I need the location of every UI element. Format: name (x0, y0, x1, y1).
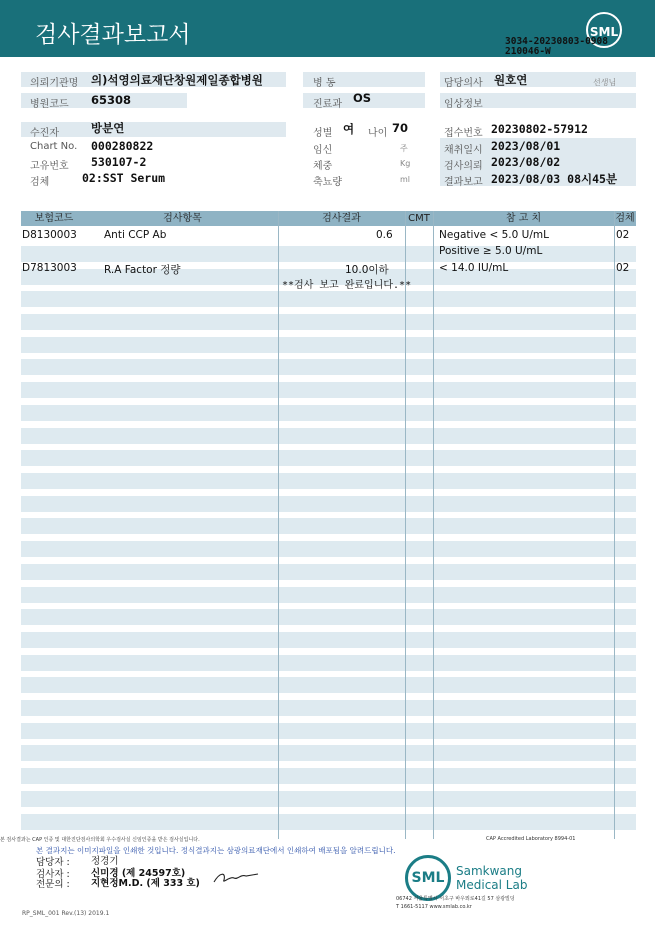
row-specimen: 02 (616, 229, 630, 241)
table-stripe (21, 745, 636, 761)
doctor-suffix: 선생님 (593, 78, 617, 87)
age-value: 70 (392, 121, 409, 135)
request-value: 2023/08/02 (491, 155, 561, 169)
certification-note: 본 검사결과는 CAP 인증 및 대한진단검사의학회 우수검사실 신임인증을 받은 검사실입니다. (0, 837, 200, 843)
specialist-name: 지현정M.D. (제 333 호) (91, 878, 200, 889)
specialist-label: 전문의 : (36, 879, 70, 890)
pregnancy-unit: 주 (400, 144, 408, 153)
table-stripe (21, 723, 636, 739)
request-label: 검사의뢰 (444, 161, 483, 172)
table-stripe (21, 768, 636, 784)
requester-value: 의)석영의료재단창원제일종합병원 (91, 73, 263, 87)
doctor-label: 담당의사 (444, 78, 483, 89)
col-header-code: 보험코드 (34, 213, 74, 224)
collect-value: 2023/08/01 (491, 139, 561, 153)
table-stripe (21, 518, 636, 534)
row-specimen: 02 (616, 262, 630, 274)
collect-label: 채취일시 (444, 145, 483, 156)
report-complete-note: **검사 보고 완료입니다.** (282, 280, 412, 291)
chart-value: 000280822 (91, 139, 154, 153)
table-stripe (21, 428, 636, 444)
row-item: R.A Factor 정량 (104, 264, 181, 276)
document-number: 3034-20230803-0908 210046-W (505, 36, 608, 57)
table-stripe (21, 450, 636, 466)
dept-label: 진료과 (313, 99, 342, 110)
tester-name: 신미경 (제 24597호) (91, 868, 186, 879)
report-title: 검사결과보고서 (35, 22, 191, 48)
sex-label: 성별 (313, 128, 333, 139)
table-stripe (21, 359, 636, 375)
row-result: 0.6 (376, 229, 393, 241)
urine-label: 축뇨량 (313, 177, 342, 188)
specimen-label: 검체 (30, 177, 50, 188)
id-label: 고유번호 (30, 161, 69, 172)
row-reference-2: Positive ≥ 5.0 U/mL (439, 245, 543, 257)
column-divider (433, 211, 434, 839)
doctor-value: 원호연 (494, 73, 528, 87)
id-value: 530107-2 (91, 155, 147, 169)
hospcode-label: 병원코드 (30, 99, 69, 110)
form-code: RP_SML_001 Rev.(13) 2019.1 (22, 910, 110, 917)
print-notice: 본 결과지는 이미지파일을 인쇄한 것입니다. 정식결과지는 삼광의료재단에서 인쇄하여 배포됨을 알려드립니다. (36, 846, 396, 855)
tester-label: 검사자 : (36, 869, 70, 880)
row-reference: Negative < 5.0 U/mL (439, 229, 549, 241)
name-value: 방분연 (91, 121, 125, 135)
hospcode-value: 65308 (91, 93, 132, 107)
receipt-value: 20230802-57912 (491, 122, 588, 136)
requester-label: 의뢰기관명 (30, 78, 79, 89)
weight-unit: Kg (400, 159, 411, 168)
row-reference: < 14.0 IU/mL (439, 262, 509, 274)
pregnancy-label: 임신 (313, 145, 333, 156)
table-stripe (21, 473, 636, 489)
col-header-specimen: 검체 (615, 213, 635, 224)
table-stripe (21, 382, 636, 398)
reporter-name: 정경기 (91, 856, 119, 867)
row-code: D8130003 (22, 229, 77, 241)
col-header-cmt: CMT (408, 213, 430, 224)
table-stripe (21, 291, 636, 307)
col-header-item: 검사항목 (163, 213, 202, 224)
sml-logo: SML (586, 12, 622, 48)
reporter-label: 담당자 : (36, 857, 70, 868)
specimen-value: 02:SST Serum (82, 171, 166, 185)
col-header-result: 검사결과 (322, 213, 361, 224)
lab-address: 06742 서울특별시 서초구 바우뫼로41길 57 삼광빌딩 (396, 896, 515, 902)
table-stripe (21, 677, 636, 693)
lab-name: Samkwang Medical Lab (456, 864, 528, 892)
row-result: 10.0이하 (345, 264, 389, 276)
report-value: 2023/08/03 08시45분 (491, 172, 618, 186)
table-stripe (21, 541, 636, 557)
table-stripe (21, 655, 636, 671)
sml-lab-logo: SML (405, 855, 451, 901)
weight-label: 체중 (313, 161, 333, 172)
table-stripe (21, 496, 636, 512)
lab-contact: T 1661-5117 www.smlab.co.kr (396, 904, 472, 910)
table-stripe (21, 587, 636, 603)
signature-image (212, 868, 260, 886)
chart-label: Chart No. (30, 141, 78, 152)
table-stripe (21, 814, 636, 830)
info-band (21, 122, 286, 137)
age-label: 나이 (368, 128, 388, 139)
table-stripe (21, 405, 636, 421)
table-stripe (21, 632, 636, 648)
row-code: D7813003 (22, 262, 77, 274)
dept-value: OS (353, 91, 372, 105)
row-item: Anti CCP Ab (104, 229, 167, 241)
name-label: 수진자 (30, 128, 59, 139)
sex-value: 여 (343, 122, 355, 136)
column-divider (405, 211, 406, 839)
table-stripe (21, 609, 636, 625)
column-divider (278, 211, 279, 839)
column-divider (614, 211, 615, 839)
table-stripe (21, 564, 636, 580)
report-label: 결과보고 (444, 177, 483, 188)
urine-unit: ml (400, 175, 411, 184)
table-stripe (21, 314, 636, 330)
table-stripe (21, 791, 636, 807)
table-stripe (21, 337, 636, 353)
cap-accreditation: CAP Accredited Laboratory 8994-01 (486, 836, 576, 842)
col-header-reference: 참 고 치 (505, 213, 542, 224)
clinical-label: 임상정보 (444, 99, 483, 110)
table-stripe (21, 246, 636, 262)
receipt-label: 접수번호 (444, 128, 483, 139)
ward-label: 병 동 (313, 78, 336, 89)
table-stripe (21, 700, 636, 716)
